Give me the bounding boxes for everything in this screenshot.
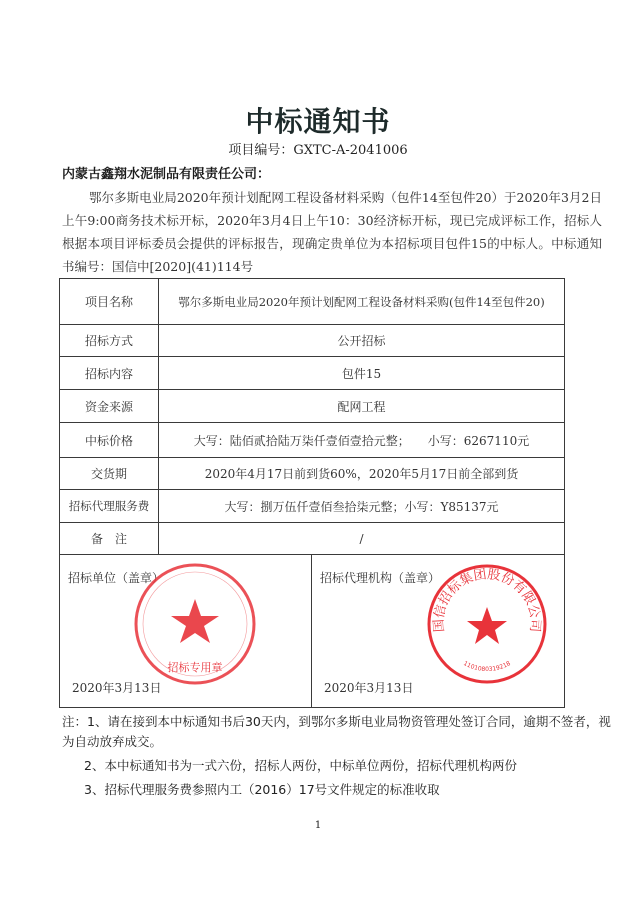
row-label: 备 注 [60, 523, 159, 555]
project-number: 项目编号：GXTC-A-2041006 [228, 143, 408, 158]
row-label: 中标价格 [60, 423, 159, 458]
svg-text:1101080319218 [462, 660, 512, 673]
document-title: 中标通知书 [245, 105, 391, 138]
row-label: 项目名称 [60, 279, 159, 325]
notes-prefix: 注： [62, 714, 88, 729]
table-row [60, 325, 565, 357]
tenderer-seal-text: 招标专用章 [167, 661, 223, 674]
tenderer-signature [60, 555, 312, 707]
agency-seal-code: 1101080319218 [462, 660, 512, 674]
table-row [60, 523, 565, 555]
agency-date: 2020年3月13日 [324, 681, 414, 695]
notice-body: 鄂尔多斯电业局2020年预计划配网工程设备材料采购（包件14至包件20）于2020年3月2日上午9:00商务技术标开标，2020年3月4日上午10：30经济标开标，现已完成评标工作，招标人根据本项目评标委员会提供的评标报告，现确定贵单位为本招标项目包件15的中标人。中标通知书编号：国信中[2020](41)114号 [62, 190, 602, 274]
award-details-table [59, 278, 565, 708]
row-value: 鄂尔多斯电业局2020年预计划配网工程设备材料采购(包件14至包件20) [159, 279, 565, 325]
note-item [62, 712, 622, 752]
table-row [60, 458, 565, 490]
table-row [60, 357, 565, 390]
tenderer-seal-icon [132, 561, 258, 687]
table-row [60, 490, 565, 523]
row-value: 大写：陆佰贰拾陆万柒仟壹佰壹拾元整； 小写：6267110元 [159, 423, 565, 458]
tenderer-date: 2020年3月13日 [72, 681, 162, 695]
row-value: 配网工程 [159, 390, 565, 423]
row-label: 招标内容 [60, 357, 159, 390]
row-label: 资金来源 [60, 390, 159, 423]
tenderer-label: 招标单位（盖章） [68, 571, 165, 585]
row-value: 公开招标 [159, 325, 565, 357]
table-row [60, 390, 565, 423]
table-row [60, 279, 565, 325]
row-value: 大写：捌万伍仟壹佰叁拾柒元整；小写：Y85137元 [159, 490, 565, 523]
row-value: 包件15 [159, 357, 565, 390]
note-text: 1、请在接到本中标通知书后30天内，到鄂尔多斯电业局物资管理处签订合同，逾期不签者，视为自动放弃成交。 [62, 714, 611, 749]
table-row [60, 423, 565, 458]
notes-section [62, 712, 622, 800]
page-number: 1 [314, 820, 322, 831]
agency-seal-text: 国信招标集团股份有限公司 [431, 567, 543, 633]
recipient-company: 内蒙古鑫翔水泥制品有限责任公司： [62, 167, 271, 182]
row-value: / [159, 523, 565, 555]
row-value: 2020年4月17日前到货60%，2020年5月17日前全部到货 [159, 458, 565, 490]
note-item: 3、招标代理服务费参照内工（2016）17号文件规定的标准收取 [84, 782, 440, 797]
agency-seal-icon [426, 563, 548, 685]
note-item: 2、本中标通知书为一式六份，招标人两份，中标单位两份，招标代理机构两份 [84, 758, 517, 773]
agency-label: 招标代理机构（盖章） [320, 571, 441, 585]
signature-row [60, 555, 565, 708]
agency-signature [312, 555, 564, 707]
row-label: 交货期 [60, 458, 159, 490]
row-label: 招标方式 [60, 325, 159, 357]
row-label: 招标代理服务费 [60, 490, 159, 523]
